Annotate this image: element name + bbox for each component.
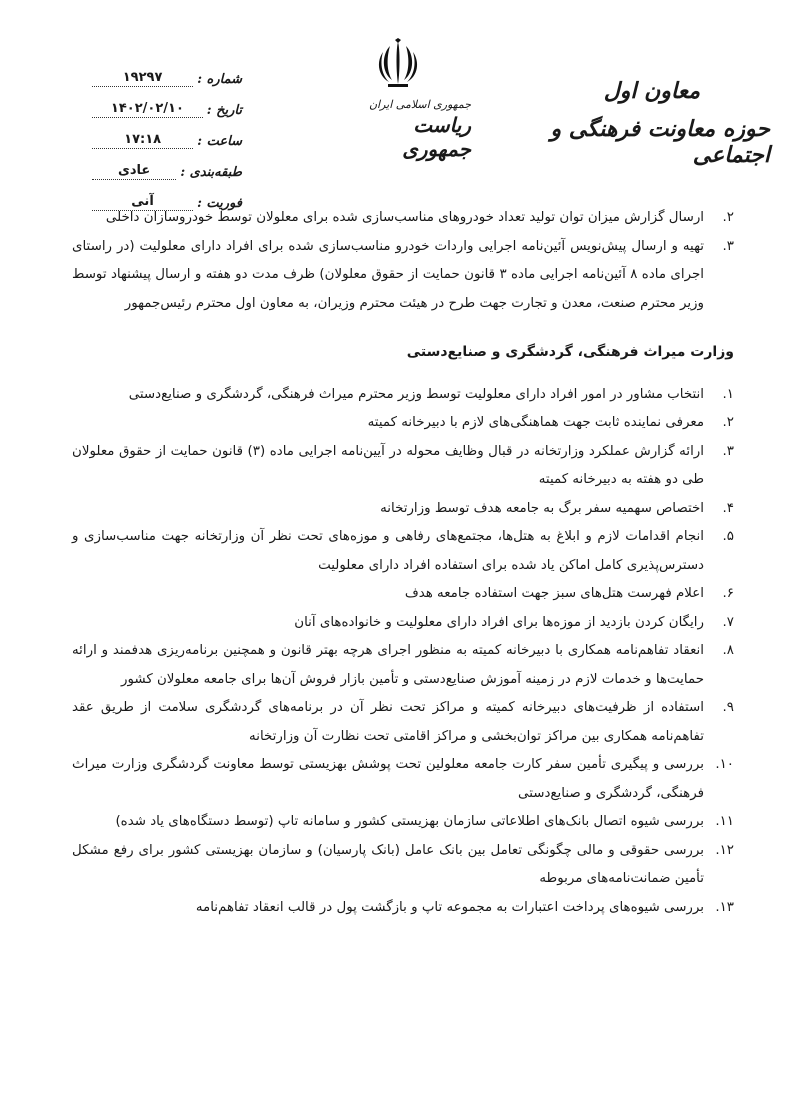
presidency-text: ریاست جمهوری xyxy=(402,113,471,161)
meta-row-classification xyxy=(92,149,242,180)
item-text: انعقاد تفاهم‌نامه همکاری با دبیرخانه کمیته به منظور اجرای هرچه بهتر قانون و همچنین برنامه‌ریزی هدفمند و ارائه حمایت‌ها و خدمات لازم در زمینه آموزش صنایع‌دستی و تأمین بازار فروش آن‌ها برای جامعه معلولان کشور xyxy=(72,643,704,687)
item-text: بررسی شیوه اتصال بانک‌های اطلاعاتی سازمان بهزیستی کشور و سامانه تاپ (توسط دستگاه‌های یاد شده) xyxy=(115,814,704,829)
iran-emblem-icon xyxy=(373,38,423,92)
list-item xyxy=(72,204,734,233)
republic-small-text: جمهوری اسلامی ایران xyxy=(368,98,471,111)
item-number: ۱۳. xyxy=(715,899,734,915)
item-text: بررسی شیوه‌های پرداخت اعتبارات به مجموعه تاپ و بازگشت پول در قالب انعقاد تفاهم‌نامه xyxy=(195,899,704,915)
item-text: استفاده از ظرفیت‌های دبیرخانه کمیته و مراکز تحت نظر آن در برنامه‌های گردشگری سلامت از طریق عقد تفاهم‌نامه همکاری بین مراکز توان‌بخشی و مراکز اقامتی تحت نظارت آن وزارتخانه xyxy=(72,700,704,744)
item-text: بررسی حقوقی و مالی چگونگی تعامل بین بانک عامل (بانک پارسیان) و سازمان بهزیستی کشور برای رفع مشکل تأمین ضمانت‌نامه‌های مربوطه xyxy=(72,842,704,886)
list-item xyxy=(72,523,734,580)
item-number: ۲. xyxy=(722,415,734,430)
item-text: اختصاص سهمیه سفر برگ به جامعه هدف توسط وزارتخانه xyxy=(380,500,704,516)
item-number: ۴. xyxy=(722,500,734,516)
item-text: انتخاب مشاور در امور افراد دارای معلولیت توسط وزیر محترم میراث فرهنگی، گردشگری و صنایع‌دستی xyxy=(128,386,704,402)
meta-value: ۱۴۰۲/۰۲/۱۰ xyxy=(92,101,203,118)
list-item xyxy=(72,694,734,751)
item-number: ۹. xyxy=(722,700,734,715)
list-item xyxy=(72,580,734,609)
list-item xyxy=(72,609,734,638)
list-item xyxy=(72,381,734,410)
meta-row-time xyxy=(92,118,242,149)
section-heading: وزارت میراث فرهنگی، گردشگری و صنایع‌دستی xyxy=(406,344,734,360)
meta-value: ۱۷:۱۸ xyxy=(92,132,193,149)
item-text: انجام اقدامات لازم و ابلاغ به هتل‌ها، مجتمع‌های رفاهی و موزه‌های تحت نظر آن وزارتخانه جهت مناسب‌سازی و دسترس‌پذیری کامل اماکن یاد شده برای استفاده افراد دارای معلولیت xyxy=(72,529,704,573)
item-text: ارائه گزارش عملکرد وزارتخانه در قبال وظایف محوله در آیین‌نامه اجرایی ماده (۳) قانون حمایت از حقوق معلولان طی دو هفته به دبیرخانه کمیته xyxy=(72,443,704,487)
meta-value: آنی xyxy=(92,194,193,211)
meta-row-number xyxy=(92,56,242,87)
item-number: ۷. xyxy=(722,614,734,630)
office-line-1: معاون اول xyxy=(603,78,700,104)
item-number: ۱. xyxy=(722,386,734,402)
item-text: تهیه و ارسال پیش‌نویس آئین‌نامه اجرایی واردات خودرو مناسب‌سازی شده برای افراد دارای معلولیت (در راستای اجرای ماده ۸ آئین‌نامه اجرایی ماده ۳ قانون حمایت از حقوق معلولان) ظرف مدت دو هفته و ارسال پیشنهاد توسط وزیر محترم صنعت، معدن و تجارت جهت طرح در هیئت محترم وزیران، به معاون اول محترم رئیس‌جمهور xyxy=(72,238,705,311)
office-line-2: حوزه معاونت فرهنگی و اجتماعی xyxy=(550,116,770,168)
item-text: معرفی نماینده ثابت جهت هماهنگی‌های لازم با دبیرخانه کمیته xyxy=(367,415,704,430)
item-number: ۳. xyxy=(722,238,734,254)
item-text: اعلام فهرست هتل‌های سبز جهت استفاده جامعه هدف xyxy=(404,586,704,601)
meta-value: ۱۹۲۹۷ xyxy=(92,70,193,87)
list-item xyxy=(72,495,734,524)
list-item xyxy=(72,233,734,319)
meta-value: عادی xyxy=(92,163,176,180)
list-item xyxy=(72,894,734,923)
list-item xyxy=(72,808,734,837)
item-text: رایگان کردن بازدید از موزه‌ها برای افراد دارای معلولیت و خانواده‌های آنان xyxy=(294,614,704,630)
item-number: ۱۰. xyxy=(715,757,734,772)
list-item xyxy=(72,637,734,694)
meta-label: ساعت : xyxy=(197,134,242,149)
list-item xyxy=(72,438,734,495)
item-number: ۵. xyxy=(722,529,734,544)
item-number: ۱۲. xyxy=(715,842,734,858)
item-number: ۸. xyxy=(722,643,734,658)
item-number: ۶. xyxy=(722,586,734,601)
letter-meta xyxy=(92,56,242,211)
meta-label: تاریخ : xyxy=(206,103,242,118)
item-number: ۳. xyxy=(722,443,734,459)
meta-label: طبقه‌بندی : xyxy=(180,165,242,180)
meta-label: شماره : xyxy=(197,72,242,87)
office-header xyxy=(530,78,770,168)
item-number: ۱۱. xyxy=(715,814,734,829)
item-text: ارسال گزارش میزان توان تولید تعداد خودروهای مناسب‌سازی شده برای معلولان توسط خودروسازان داخلی xyxy=(105,210,704,225)
list-item xyxy=(72,837,734,894)
list-item xyxy=(72,751,734,808)
item-text: بررسی و پیگیری تأمین سفر کارت جامعه معلولین تحت پوشش بهزیستی توسط معاونت گردشگری وزارت میراث فرهنگی، گردشگری و صنایع‌دستی xyxy=(72,757,704,801)
letter-body xyxy=(72,204,734,922)
meta-row-date xyxy=(92,87,242,118)
emblem-block xyxy=(345,38,475,161)
meta-label: فوریت : xyxy=(197,196,242,211)
item-number: ۲. xyxy=(722,210,734,225)
republic-text xyxy=(345,98,471,161)
list-item xyxy=(72,409,734,438)
